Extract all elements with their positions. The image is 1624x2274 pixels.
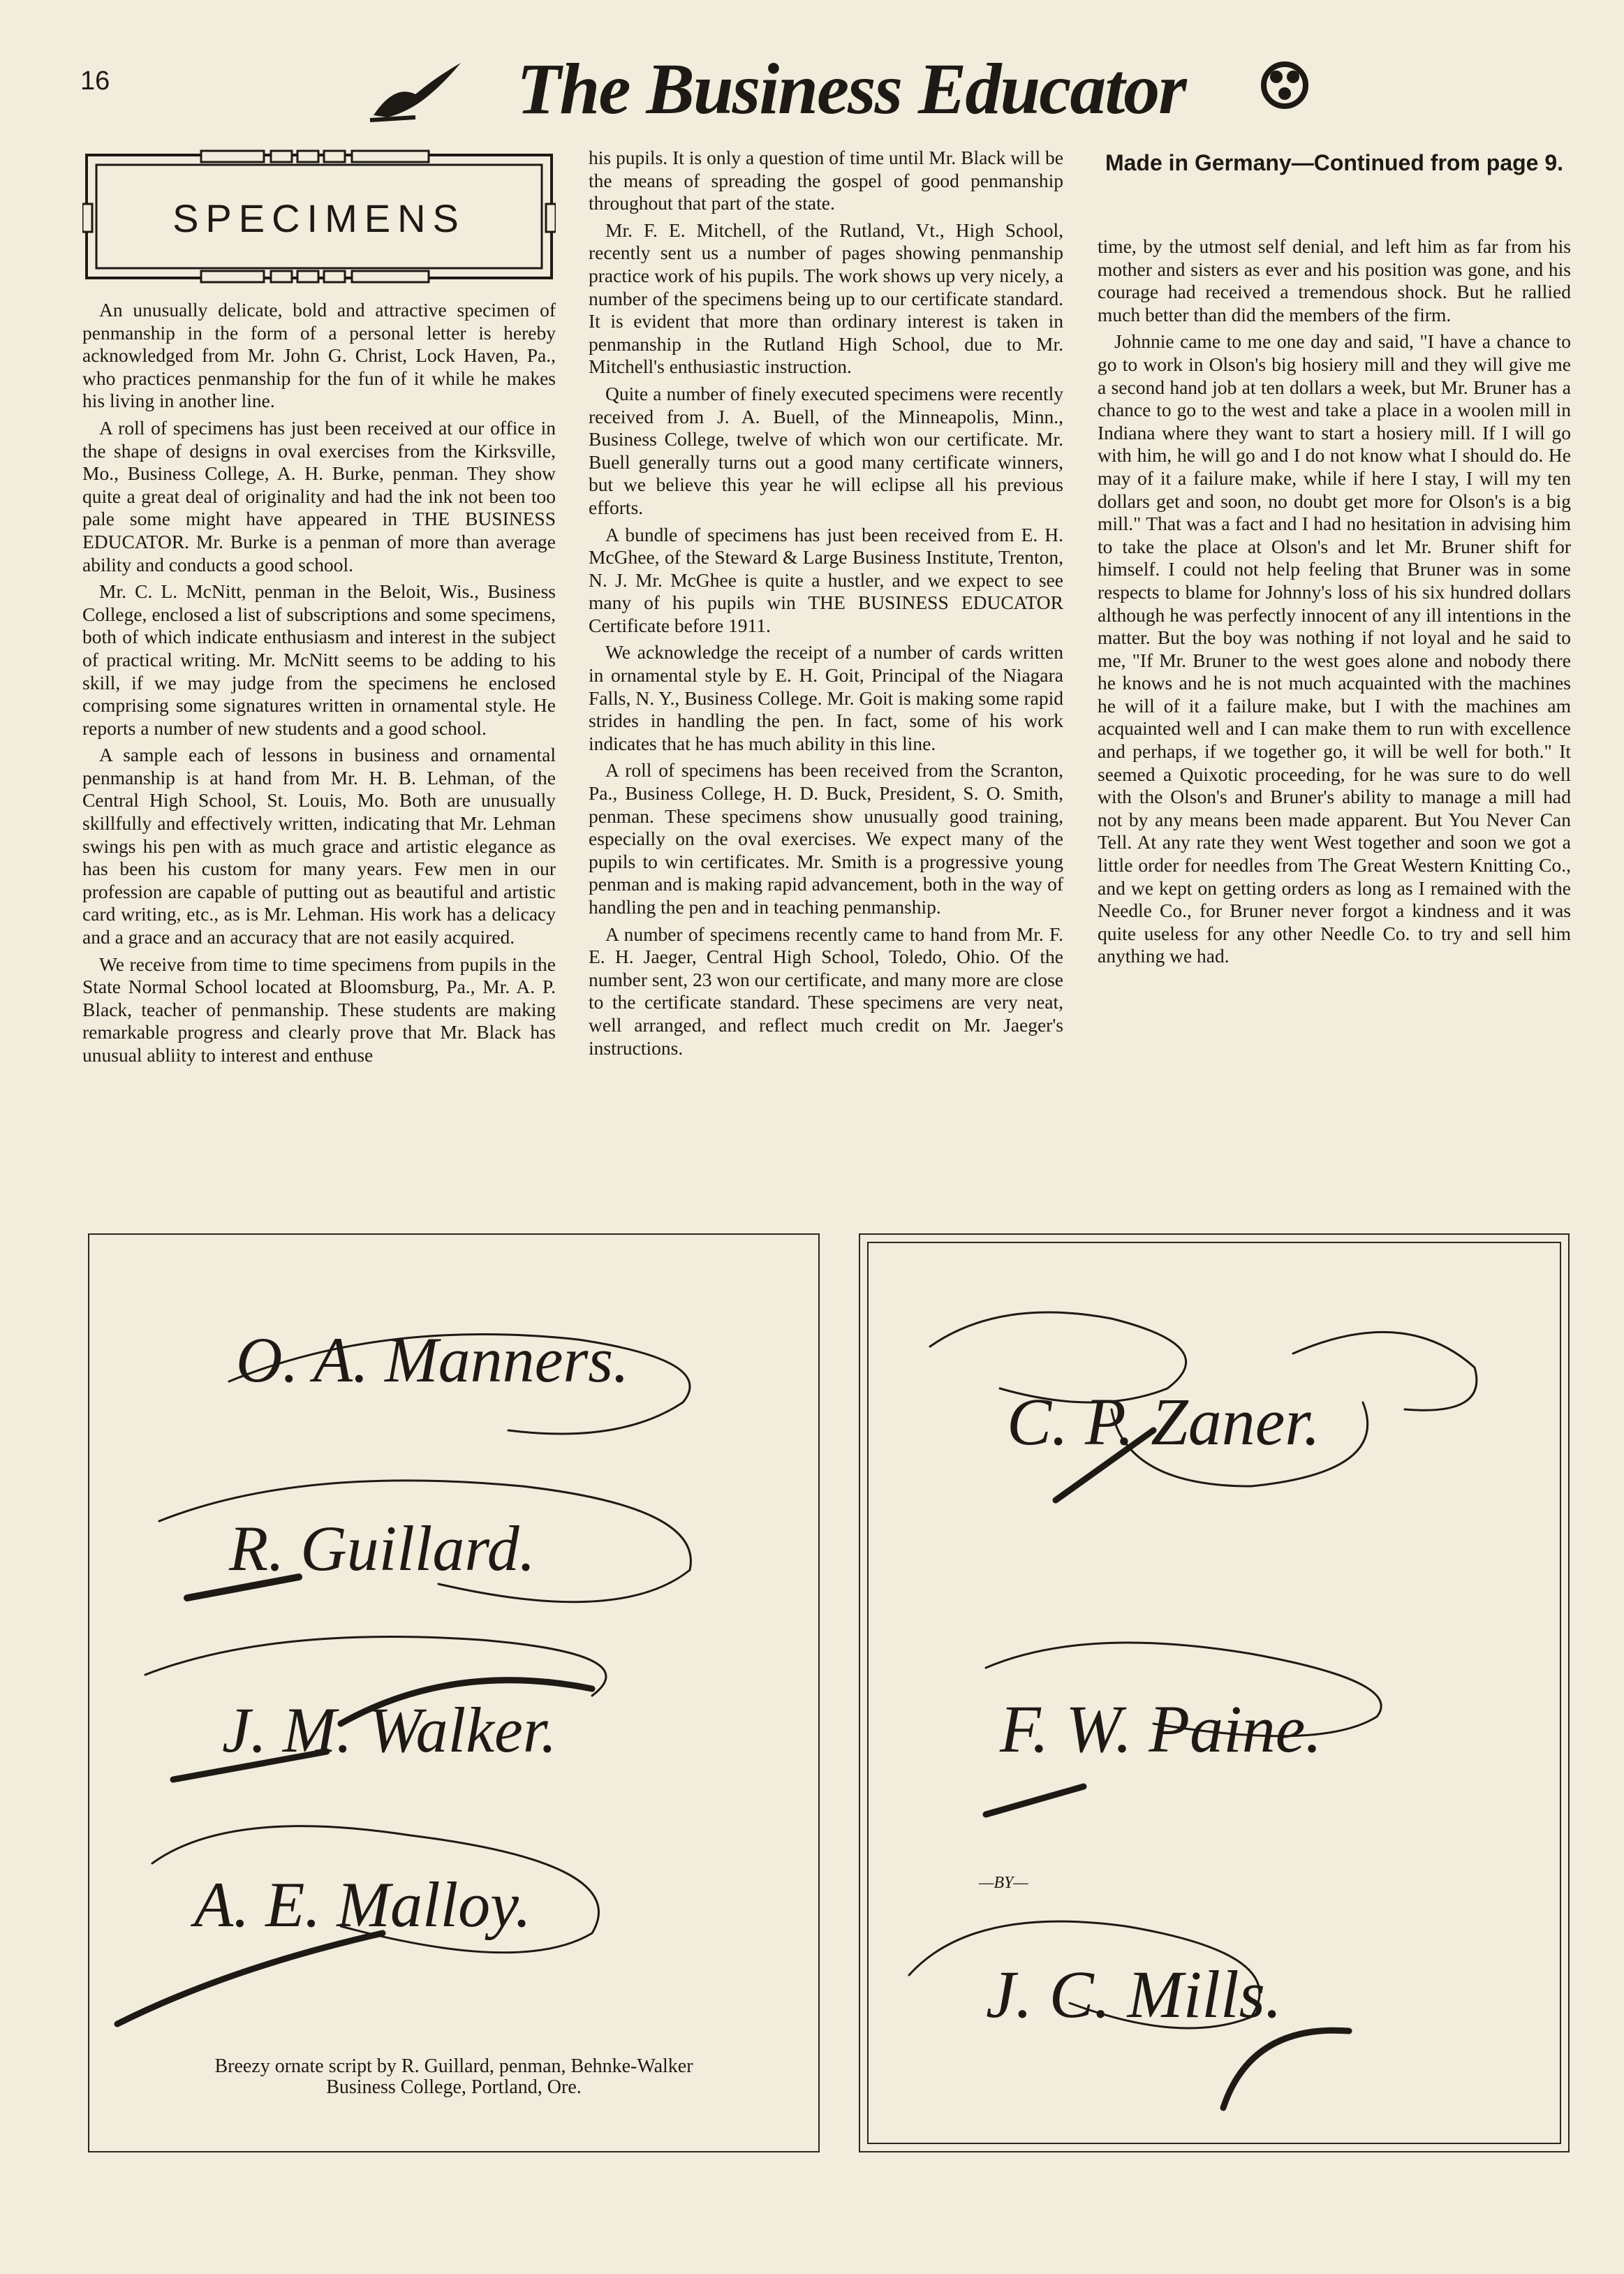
- paragraph: Mr. C. L. McNitt, penman in the Beloit, Wis., Business College, enclosed a list of subscriptions and some specimens, both of which indicate enthusiasm and interest in the subject of practical writing. Mr. McNitt seems to be adding to his skill, if we may judge from the specimens he enclosed comprising some signatures written in ornamental style. He reports a number of new students and a good school.: [82, 580, 556, 739]
- paragraph: Johnnie came to me one day and said, "I have a chance to go to work in Olson's big hosiery mill and they will give me a second hand job at ten dollars a week, but Mr. Bruner has a chance to go to the west and take a place in a woolen mill in Indiana where they want to start a hosiery mill. If I will go with him, he will go and I do not know what I should do. He may of it a failure make, while if here I stay, I will my ten dollars get and soon, no doubt get more for Olson's is a big mill." That was a fact and I had no hesitation in advising him to take the place at Olson's and let Mr. Bruner shift for himself. I could not help feeling that Bruner was in some respects to blame for Johnny's loss of his six hundred dollars although he was perfectly innocent of any ill intentions in the matter. But the boy was nothing if not loyal and he said to me, "If Mr. Bruner to the west goes alone and nobody there he knows and he is not much acquainted with the machines he will of it a failure make, but I with the machines am acquainted well and I can make them to run with excellence and perhaps, if we together go, it will be well for both." It seemed a Quixotic proceeding, for he was sure to do well with the Olson's and Bruner's ability to manage a mill had not by any means been made apparent. But You Never Can Tell. At any rate they went West together and soon we got a little order for needles from The Great Western Knitting Co., and we kept on getting orders as long as I remained with the Needle Co., for Bruner never forgot a kindness and it was quite useless for any other Needle Co. to try and sell him anything we had.: [1098, 330, 1571, 967]
- quill-pen-icon: [367, 56, 464, 126]
- plate-caption: [89, 2056, 818, 2098]
- left-penmanship-plate: [88, 1233, 820, 2152]
- signature-3: J. M. Walker.: [222, 1694, 557, 1766]
- signature-3: J. C. Mills.: [986, 1957, 1282, 2032]
- paragraph: his pupils. It is only a question of time until Mr. Black will be the means of spreading the gospel of good penmanship throughout that part of the state.: [589, 147, 1063, 214]
- specimens-heading-box: [82, 148, 556, 285]
- signature-4: A. E. Malloy.: [194, 1869, 531, 1940]
- column-3: [1098, 235, 1571, 972]
- paragraph: A bundle of specimens has just been received from E. H. McGhee, of the Steward & Large Business Institute, Trenton, N. J. Mr. McGhee is quite a hustler, and we expect to see many of his pupils win THE BUSINESS EDUCATOR Certificate before 1911.: [589, 523, 1063, 636]
- caption-line-2: Business College, Portland, Ore.: [326, 2076, 582, 2098]
- paragraph: A roll of specimens has just been received at our office in the shape of designs in oval exercises from the Kirksville, Mo., Business College, A. H. Burke, penman. They show quite a great deal of originality and had the ink not been too pale some might have appeared in THE BUSINESS EDUCATOR. Mr. Burke is a penman of more than average ability and conducts a good school.: [82, 416, 556, 575]
- paragraph: Quite a number of finely executed specimens were recently received from J. A. Buell, of the Minneapolis, Minn., Business College, twelve of which won our certificate. Mr. Buell generally turns out a good many certificate winners, but we believe this year he will eclipse all his previous efforts.: [589, 382, 1063, 518]
- left-plate-flourishes: [89, 1235, 818, 2151]
- right-penmanship-plate: [859, 1233, 1570, 2152]
- paragraph: We acknowledge the receipt of a number of cards written in ornamental style by E. H. Goit, Principal of the Niagara Falls, N. Y., Business College. Mr. Goit is making some rapid strides in handling the pen. In fact, some of his work indicates that he has much ability in this line.: [589, 641, 1063, 754]
- paragraph: An unusually delicate, bold and attractive specimen of penmanship in the form of a personal letter is hereby acknowledged from Mr. John G. Christ, Lock Haven, Pa., who practices penmanship for the fun of it while he makes his living in another line.: [82, 299, 556, 412]
- right-plate-flourishes: [860, 1235, 1568, 2151]
- caption-line-1: Breezy ornate script by R. Guillard, penman, Behnke-Walker: [214, 2055, 693, 2077]
- crest-ornament-icon: [1257, 57, 1313, 113]
- column-1: [82, 299, 556, 1071]
- by-label: —BY—: [979, 1874, 1028, 1892]
- page-header: [0, 42, 1624, 140]
- paragraph: Mr. F. E. Mitchell, of the Rutland, Vt., High School, recently sent us a number of pages showing penmanship practice work of his pupils. The work shows up very nicely, a number of the specimens being up to our certificate standard. It is evident that more than ordinary interest is taken in penmanship in the Rutland High School, due to Mr. Mitchell's enthusiastic instruction.: [589, 219, 1063, 378]
- page-number: 16: [80, 66, 110, 96]
- column-2: [589, 147, 1063, 1064]
- masthead-title: The Business Educator: [517, 49, 1186, 129]
- signature-2: F. W. Paine.: [1000, 1692, 1322, 1766]
- signature-1: C. P. Zaner.: [1007, 1384, 1321, 1459]
- paragraph: We receive from time to time specimens from pupils in the State Normal School located at Bloomsburg, Pa., Mr. A. P. Black, teacher of penmanship. These students are making remarkable progress and clearly prove that Mr. Black has unusual abliity to interest and enthuse: [82, 953, 556, 1066]
- paragraph: time, by the utmost self denial, and left him as far from his mother and sisters as ever and his position was gone, and his courage had received a tremendous shock. But he rallied much better than did the members of the firm.: [1098, 235, 1571, 325]
- paragraph: A roll of specimens has been received from the Scranton, Pa., Business College, H. D. Buck, President, S. O. Smith, penman. These specimens show unusually good training, especially on the oval exercises. We expect many of the pupils to win certificates. Mr. Smith is a progressive young penman and is making rapid advancement, both in the way of handling the pen and in teaching penmanship.: [589, 759, 1063, 918]
- paragraph: A number of specimens recently came to hand from Mr. F. E. H. Jaeger, Central High School, Toledo, Ohio. Of the number sent, 23 won our certificate, and many more are close to the certificate standard. These specimens are very neat, well arranged, and reflect much credit on Mr. Jaeger's instructions.: [589, 923, 1063, 1059]
- continued-heading: Made in Germany—Continued from page 9.: [1105, 150, 1564, 175]
- specimens-title: SPECIMENS: [172, 196, 466, 240]
- signature-2: R. Guillard.: [229, 1513, 536, 1584]
- paragraph: A sample each of lessons in business and ornamental penmanship is at hand from Mr. H. B. Lehman, of the Central High School, St. Louis, Mo. Both are unusually skillfully and effectively written, indicating that Mr. Lehman swings his pen with as much grace and artistic elegance as has been his custom for many years. Few men in our profession are capable of putting out as beautiful and artistic card writing, etc., as is Mr. Lehman. His work has a delicacy and a grace and an accuracy that are not easily acquired.: [82, 744, 556, 948]
- signature-1: O. A. Manners.: [236, 1324, 630, 1395]
